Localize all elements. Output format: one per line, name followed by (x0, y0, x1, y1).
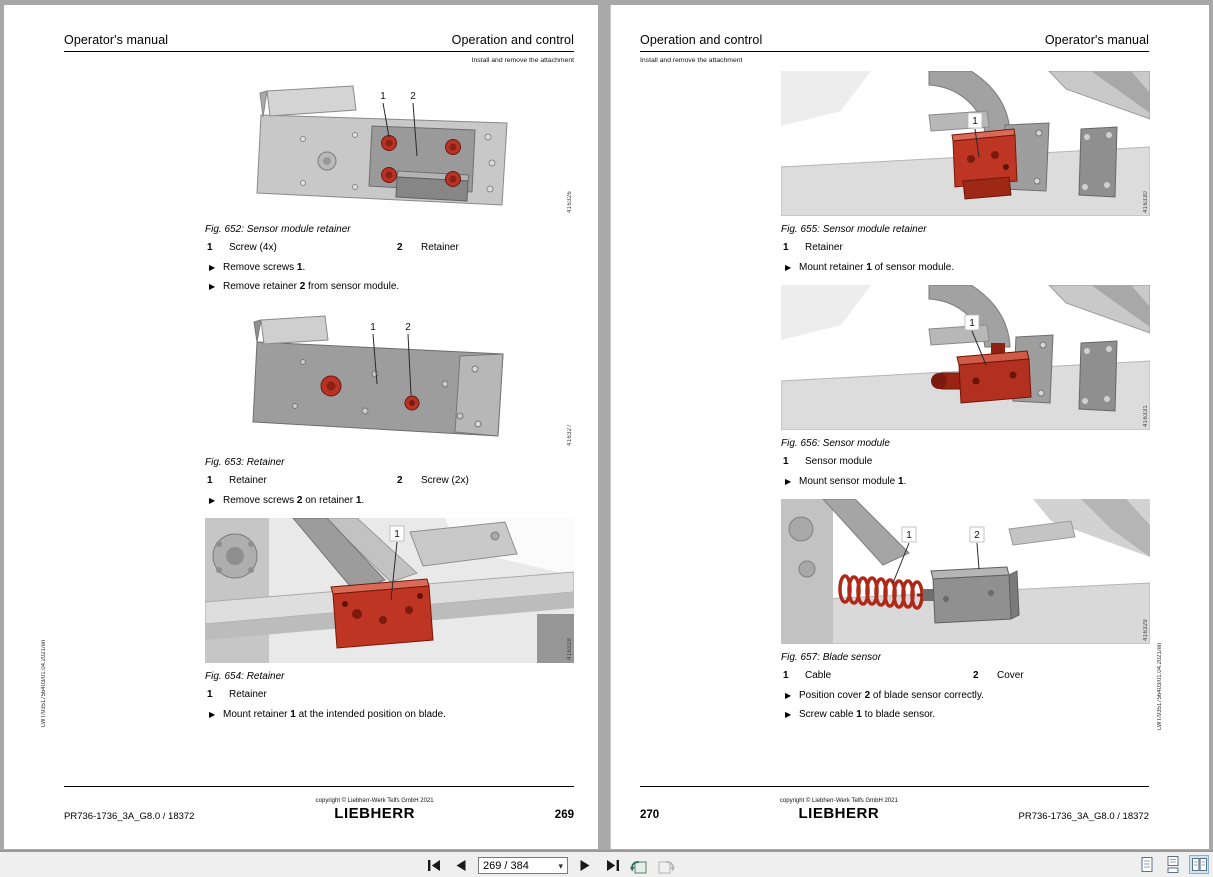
figure-652-block (205, 71, 574, 293)
instruction-step: ▶ Mount sensor module 1. (781, 476, 1150, 488)
legend-label: Retainer (229, 689, 267, 700)
figure-caption: Fig. 657: Blade sensor (781, 652, 882, 663)
callout-1-label: 1 (969, 318, 975, 329)
retainer-on-blade-illustration (205, 518, 574, 663)
retainer-illustration (205, 304, 574, 449)
callout-2-label: 2 (405, 322, 411, 333)
legend-number: 2 (973, 670, 979, 681)
figure-652-image (205, 71, 574, 216)
previous-view-icon (630, 858, 648, 874)
figure-legend (205, 689, 574, 700)
legend-number: 2 (397, 242, 403, 253)
instruction-step: ▶ Remove screws 2 on retainer 1. (205, 495, 574, 507)
step-bullet-icon (785, 476, 799, 488)
figure-legend (205, 242, 574, 253)
page-header (64, 33, 574, 52)
figure-caption: Fig. 654: Retainer (205, 671, 285, 682)
document-edge-code: LWT/9351756403/01.04.2021/en (41, 639, 47, 727)
figure-653-image (205, 304, 574, 449)
document-edge-code: LWT/9351756403/01.04.2021/en (1157, 642, 1163, 730)
header-right-text: Operator's manual (1044, 33, 1149, 47)
document-id: PR736-1736_3A_G8.0 / 18372 (1018, 811, 1149, 822)
page-footer (640, 786, 1149, 822)
viewer-toolbar (0, 850, 1213, 877)
legend-number: 1 (783, 456, 789, 467)
footer-center (316, 798, 434, 822)
callout-2-label: 2 (410, 91, 416, 102)
header-left-text: Operator's manual (64, 33, 169, 47)
copyright-text: copyright © Liebherr-Werk Telfs GmbH 2021 (315, 798, 434, 804)
figure-image-id: 416329 (1143, 619, 1149, 641)
single-page-view-icon (1140, 856, 1154, 873)
sensor-module-illustration (781, 285, 1150, 430)
footer-center (780, 798, 898, 822)
figure-image-id: 416328 (567, 638, 573, 660)
instruction-step: ▶ Remove screws 1. (205, 262, 574, 274)
figure-legend (205, 475, 574, 486)
figure-656-image (781, 285, 1150, 430)
instruction-step: ▶ Remove retainer 2 from sensor module. (205, 281, 574, 293)
header-left-text: Operation and control (640, 33, 763, 47)
callout-1-label: 1 (380, 91, 386, 102)
figure-657-image (781, 499, 1150, 644)
copyright-text: copyright © Liebherr-Werk Telfs GmbH 2021 (779, 798, 898, 804)
figure-657-block (781, 499, 1150, 721)
legend-number: 1 (207, 689, 213, 700)
page-subheader: Install and remove the attachment (640, 57, 743, 64)
figure-654-image (205, 518, 574, 663)
legend-label: Cover (997, 670, 1024, 681)
figure-legend (781, 456, 1150, 467)
legend-label: Sensor module (805, 456, 873, 467)
instruction-step: ▶ Mount retainer 1 at the intended position on blade. (205, 709, 574, 721)
legend-label: Retainer (805, 242, 843, 253)
page-footer (64, 786, 574, 822)
legend-label: Cable (805, 670, 832, 681)
callout-1-label: 1 (906, 530, 912, 541)
legend-label: Retainer (229, 475, 267, 486)
figure-656-block (781, 285, 1150, 488)
page-subheader: Install and remove the attachment (471, 57, 574, 64)
figure-caption: Fig. 656: Sensor module (781, 438, 890, 449)
two-page-view-icon (1192, 857, 1207, 872)
legend-number: 1 (783, 670, 789, 681)
step-bullet-icon (785, 262, 799, 274)
legend-number: 2 (397, 475, 403, 486)
page-number: 269 (554, 809, 574, 821)
blade-sensor-illustration (781, 499, 1150, 644)
liebherr-logo: LIEBHERR (334, 805, 415, 822)
step-bullet-icon (209, 281, 223, 293)
figure-caption: Fig. 653: Retainer (205, 457, 285, 468)
step-bullet-icon (785, 690, 799, 702)
next-view-button[interactable] (656, 856, 676, 875)
figure-legend (781, 242, 1150, 253)
legend-number: 1 (207, 242, 213, 253)
next-view-icon (657, 858, 675, 874)
previous-page-button[interactable] (451, 856, 471, 875)
legend-label: Screw (4x) (229, 242, 277, 253)
instruction-step: ▶ Mount retainer 1 of sensor module. (781, 262, 1150, 274)
callout-1-label: 1 (370, 322, 376, 333)
next-page-icon (580, 860, 590, 871)
page-navigation-cluster (424, 856, 676, 875)
document-page-right (610, 5, 1209, 849)
figure-caption: Fig. 652: Sensor module retainer (205, 224, 351, 235)
continuous-view-icon (1166, 856, 1180, 873)
page-number-input[interactable] (478, 857, 568, 874)
page-indicator-value[interactable]: 269 / 384 (483, 859, 529, 872)
page-number: 270 (640, 809, 660, 821)
legend-label: Screw (2x) (421, 475, 469, 486)
figure-655-image (781, 71, 1150, 216)
next-page-button[interactable] (575, 856, 595, 875)
document-id: PR736-1736_3A_G8.0 / 18372 (64, 811, 195, 822)
single-page-view-button[interactable] (1137, 855, 1157, 874)
figure-image-id: 416327 (567, 424, 573, 446)
figure-654-block (205, 518, 574, 721)
page-header (640, 33, 1149, 52)
page-dropdown-arrow-icon[interactable] (558, 860, 563, 872)
figure-image-id: 416326 (567, 191, 573, 213)
legend-label: Retainer (421, 242, 459, 253)
instruction-step: ▶ Position cover 2 of blade sensor correctly. (781, 690, 1150, 702)
figure-655-block (781, 71, 1150, 274)
figure-653-block (205, 304, 574, 507)
liebherr-logo: LIEBHERR (798, 805, 880, 822)
legend-number: 1 (783, 242, 789, 253)
page-layout-cluster (1137, 855, 1209, 874)
figure-legend (781, 670, 1150, 681)
legend-number: 1 (207, 475, 213, 486)
figure-image-id: 416330 (1143, 191, 1149, 213)
continuous-view-button[interactable] (1163, 855, 1183, 874)
last-page-icon (606, 860, 619, 871)
callout-1-label: 1 (972, 116, 978, 127)
sensor-module-retainer-mounted-illustration (781, 71, 1150, 216)
first-page-button[interactable] (424, 856, 444, 875)
previous-view-button[interactable] (629, 856, 649, 875)
first-page-icon (428, 860, 441, 871)
figure-caption: Fig. 655: Sensor module retainer (781, 224, 927, 235)
step-bullet-icon (785, 709, 799, 721)
callout-1-label: 1 (394, 529, 400, 540)
instruction-step: ▶ Screw cable 1 to blade sensor. (781, 709, 1150, 721)
step-bullet-icon (209, 495, 223, 507)
step-bullet-icon (209, 262, 223, 274)
previous-page-icon (456, 860, 466, 871)
two-page-view-button[interactable] (1189, 855, 1209, 874)
header-right-text: Operation and control (451, 33, 574, 47)
document-page-left (4, 5, 598, 849)
last-page-button[interactable] (602, 856, 622, 875)
figure-image-id: 416331 (1143, 405, 1149, 427)
step-bullet-icon (209, 709, 223, 721)
sensor-module-retainer-illustration (205, 71, 574, 216)
callout-2-label: 2 (974, 530, 980, 541)
